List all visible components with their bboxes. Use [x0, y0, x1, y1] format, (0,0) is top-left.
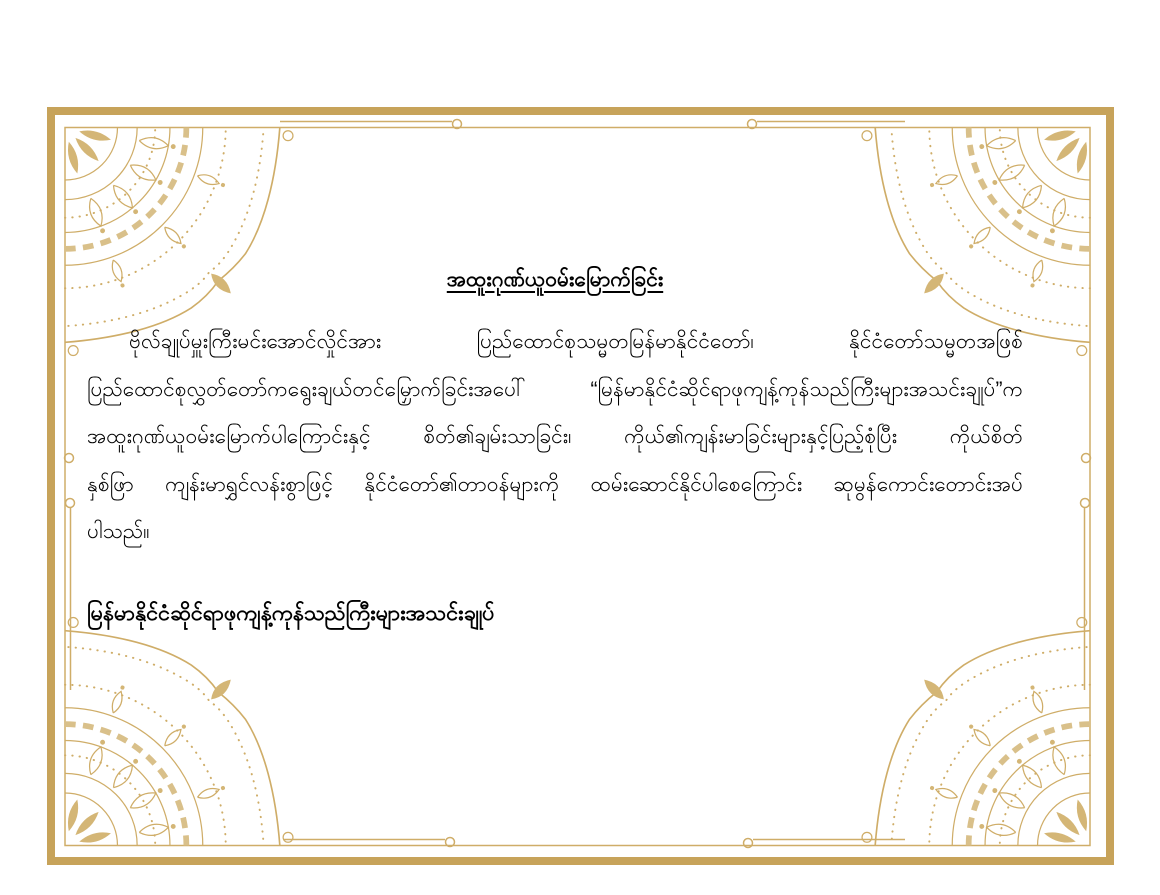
- body-line: ပါသည်။: [87, 520, 150, 543]
- certificate-text: [87, 256, 1023, 631]
- body-line: အထူးဂုဏ်ယူဝမ်းမြောက်ပါကြောင်းနှင့် စိတ်၏ချမ်းသာခြင်း၊ ကိုယ်၏ကျန်းမာခြင်းများနှင့်ပြည့်စုံပြီး ကိုယ်စိတ်: [87, 425, 1023, 448]
- body-line: ဗိုလ်ချုပ်မှူးကြီးမင်းအောင်လှိုင်အား ပြည်ထောင်စုသမ္မတမြန်မာနိုင်ငံတော်၊ နိုင်ငံတော်သမ္မတအဖြစ်: [129, 330, 1023, 353]
- body-line: ပြည်ထောင်စုလွှတ်တော်ကရွေးချယ်တင်မြှောက်ခြင်းအပေါ် “မြန်မာနိုင်ငံဆိုင်ရာဖုကျန့်ကုန်သည်ကြီးများအသင်းချုပ်”က: [87, 377, 1023, 401]
- corner-ornament-bottom-left: [65, 618, 293, 846]
- signature-line: မြန်မာနိုင်ငံဆိုင်ရာဖုကျန့်ကုန်သည်ကြီးများအသင်းချုပ်: [87, 600, 495, 625]
- body-line: နှစ်ဖြာ ကျန်းမာရွှင်လန်းစွာဖြင့် နိုင်ငံတော်၏တာဝန်များကို ထမ်းဆောင်နိုင်ပါစေကြောင်း ဆုမွန်ကောင်းတောင်းအပ်: [87, 472, 1023, 496]
- corner-ornament-bottom-right: [862, 618, 1090, 846]
- certificate-title: အထူးဂုဏ်ယူဝမ်းမြောက်ခြင်း: [446, 268, 664, 291]
